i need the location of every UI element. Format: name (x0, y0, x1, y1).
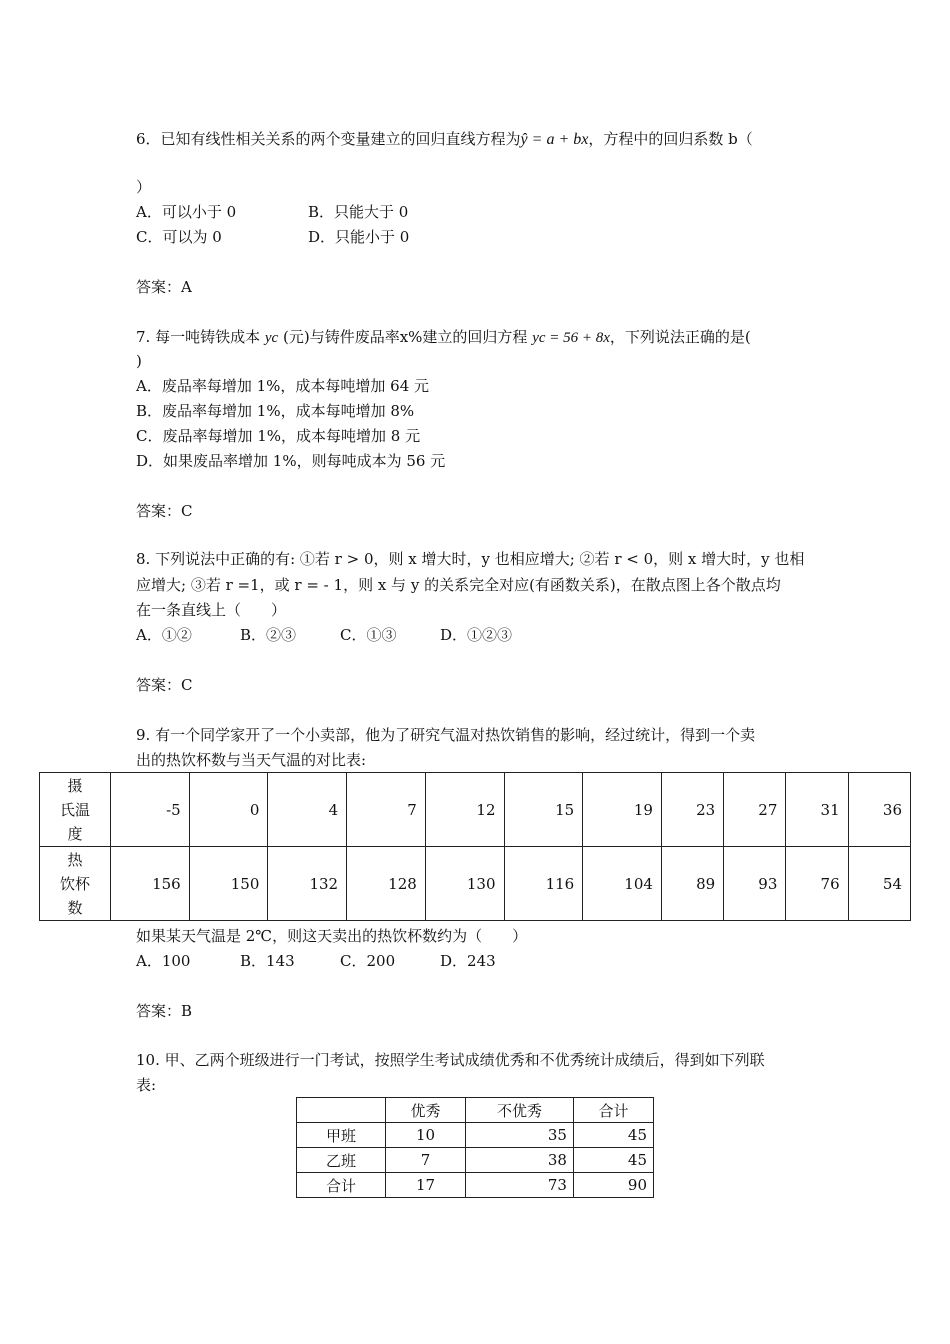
table-cell: 89 (661, 847, 723, 921)
table-header-cell (297, 1098, 386, 1123)
q6-option-a: A．可以小于 0 (136, 203, 237, 221)
q7-formula: yc = 56 + 8x (532, 330, 610, 346)
q7-answer: 答案：C (136, 502, 193, 520)
table-cell: 116 (504, 847, 583, 921)
q10-line2: 表: (136, 1076, 157, 1094)
table-cell: 156 (111, 847, 190, 921)
table-cell: 45 (573, 1148, 653, 1173)
table-cell: 90 (573, 1173, 653, 1198)
table-cell: 104 (583, 847, 662, 921)
table-header-row (297, 1098, 654, 1123)
temperature-table (39, 772, 911, 921)
table-cell: 0 (189, 773, 268, 847)
table-cell: 27 (724, 773, 786, 847)
q7-stem: 7. 每一吨铸铁成本 yc (元)与铸件废品率x%建立的回归方程 yc = 56 + 8x，下列说法正确的是( (136, 328, 751, 346)
table-cell: -5 (111, 773, 190, 847)
q9-answer: 答案：B (136, 1002, 193, 1020)
table-row (297, 1123, 654, 1148)
table-cell: 132 (268, 847, 347, 921)
q6-formula: ŷ = a + bx (520, 131, 589, 148)
table-cell: 4 (268, 773, 347, 847)
q8-option-d: D．①②③ (440, 626, 513, 644)
table-cell: 15 (504, 773, 583, 847)
q6-stem-close: ） (136, 178, 152, 196)
q9-line2: 出的热饮杯数与当天气温的对比表: (136, 751, 367, 769)
table-cell: 19 (583, 773, 662, 847)
q9-option-b: B．143 (240, 952, 295, 970)
q10-line1: 10. 甲、乙两个班级进行一门考试，按照学生考试成绩优秀和不优秀统计成绩后，得到如下列联 (136, 1051, 765, 1069)
table-cell: 73 (466, 1173, 574, 1198)
table-row (297, 1173, 654, 1198)
q6-option-c: C．可以为 0 (136, 228, 222, 246)
table-cell: 38 (466, 1148, 574, 1173)
table-cell: 128 (347, 847, 426, 921)
table-cell: 93 (724, 847, 786, 921)
table-cell: 36 (848, 773, 910, 847)
row-header-temperature: 摄 氏温 度 (40, 773, 111, 847)
q7-option-a: A．废品率每增加 1%，成本每吨增加 64 元 (136, 377, 430, 395)
table-cell: 31 (786, 773, 848, 847)
q9-option-d: D．243 (440, 952, 496, 970)
q9-question: 如果某天气温是 2℃，则这天卖出的热饮杯数约为（ ） (136, 927, 528, 945)
q9-option-a: A．100 (136, 952, 191, 970)
q6-stem: 6．已知有线性相关关系的两个变量建立的回归直线方程为ŷ = a + bx，方程中的回归系数 b（ (136, 130, 753, 148)
table-cell: 12 (425, 773, 504, 847)
q7-stem-close: ) (136, 352, 142, 370)
table-cell: 23 (661, 773, 723, 847)
row-header-cups: 热 饮杯 数 (40, 847, 111, 921)
q9-option-c: C．200 (340, 952, 396, 970)
q8-line1: 8. 下列说法中正确的有: ①若 r > 0，则 x 增大时，y 也相应增大; ②若 r < 0，则 x 增大时，y 也相 (136, 550, 805, 568)
q8-option-c: C．①③ (340, 626, 397, 644)
table-header-cell: 合计 (573, 1098, 653, 1123)
table-cell: 7 (386, 1148, 466, 1173)
table-cell: 150 (189, 847, 268, 921)
table-header-cell: 不优秀 (466, 1098, 574, 1123)
q6-option-d: D．只能小于 0 (308, 228, 410, 246)
table-row (40, 773, 911, 847)
table-cell: 130 (425, 847, 504, 921)
table-cell: 7 (347, 773, 426, 847)
q8-line2: 应增大; ③若 r =1，或 r = - 1，则 x 与 y 的关系完全对应(有函数关系)，在散点图上各个散点均 (136, 576, 781, 594)
q8-answer: 答案：C (136, 676, 193, 694)
table-cell: 76 (786, 847, 848, 921)
table-cell: 合计 (297, 1173, 386, 1198)
q7-option-c: C．废品率每增加 1%，成本每吨增加 8 元 (136, 427, 421, 445)
q8-line3: 在一条直线上（ ） (136, 601, 287, 619)
table-cell: 35 (466, 1123, 574, 1148)
table-cell: 乙班 (297, 1148, 386, 1173)
q7-option-b: B．废品率每增加 1%，成本每吨增加 8% (136, 402, 415, 420)
table-cell: 54 (848, 847, 910, 921)
q9-line1: 9. 有一个同学家开了一个小卖部，他为了研究气温对热饮销售的影响，经过统计，得到一个卖 (136, 726, 756, 744)
table-row (40, 847, 911, 921)
table-cell: 17 (386, 1173, 466, 1198)
table-header-cell: 优秀 (386, 1098, 466, 1123)
q7-option-d: D．如果废品率增加 1%，则每吨成本为 56 元 (136, 452, 446, 470)
table-cell: 10 (386, 1123, 466, 1148)
contingency-table (296, 1097, 654, 1198)
q6-answer: 答案：A (136, 278, 192, 296)
q8-option-b: B．②③ (240, 626, 297, 644)
table-cell: 甲班 (297, 1123, 386, 1148)
table-cell: 45 (573, 1123, 653, 1148)
q6-option-b: B．只能大于 0 (308, 203, 409, 221)
q8-option-a: A．①② (136, 626, 192, 644)
table-row (297, 1148, 654, 1173)
